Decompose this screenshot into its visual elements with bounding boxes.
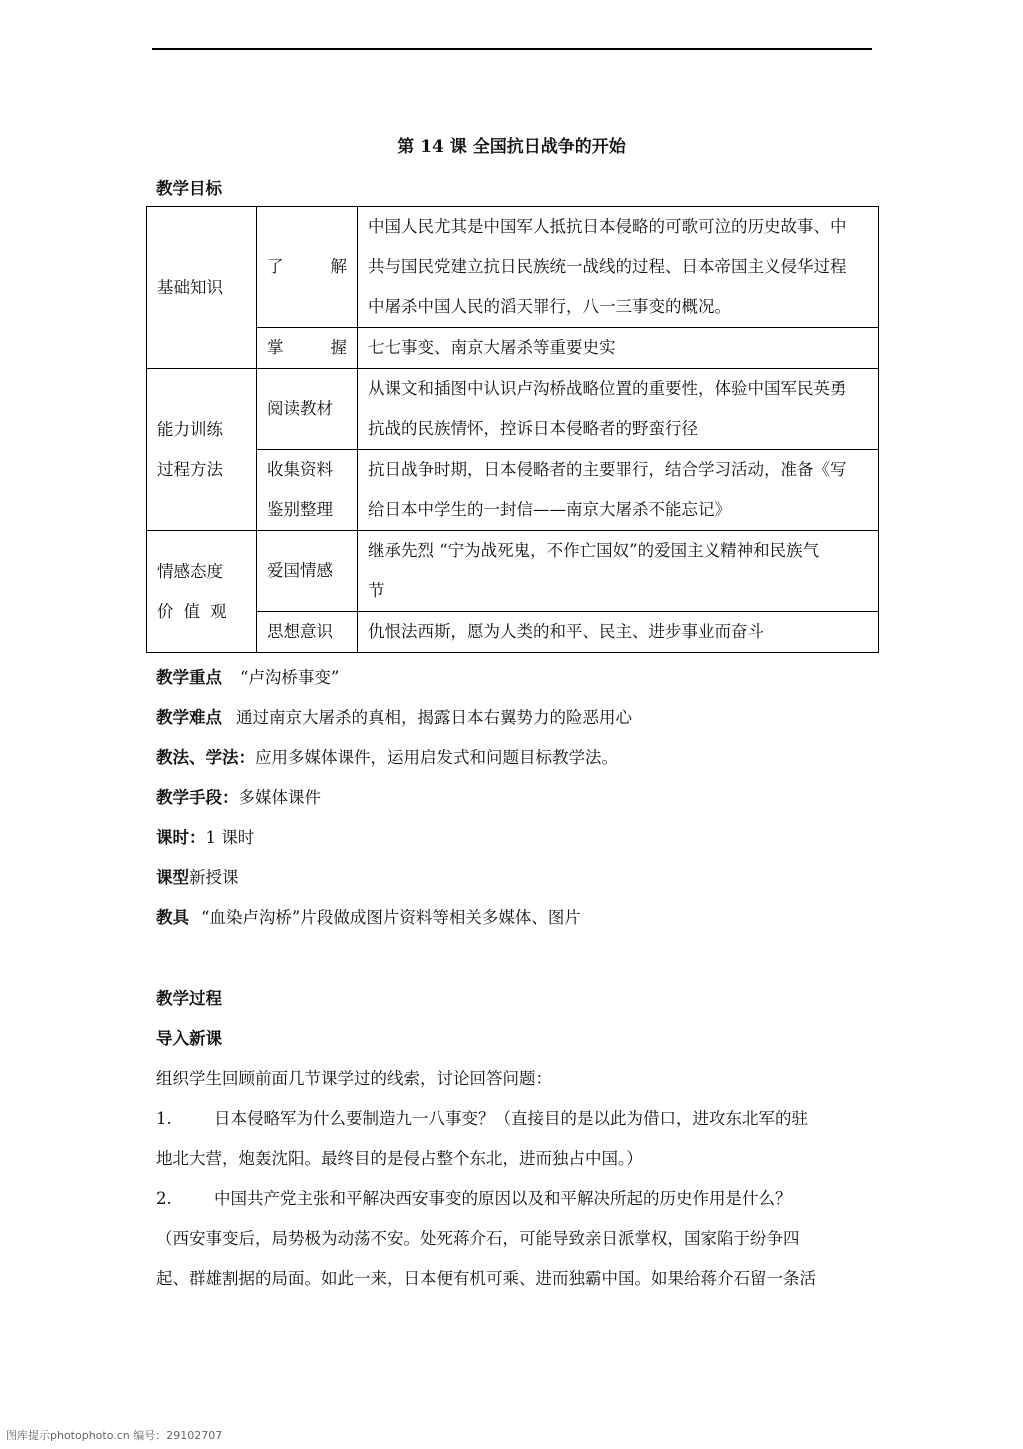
category-emotion: 情感态度 价值观 — [147, 531, 257, 653]
table-row — [147, 207, 879, 328]
teaching-method: 教法、学法：应用多媒体课件，运用启发式和问题目标教学法。 — [156, 748, 618, 767]
sub-patriotism: 爱国情感 — [257, 531, 358, 612]
question-1-cont: 地北大营，炮轰沈阳。最终目的是侵占整个东北，进而独占中国。） — [156, 1149, 643, 1168]
sub-understand: 了 解 — [257, 207, 358, 328]
key-point: 教学重点 “卢沟桥事变” — [156, 668, 340, 687]
sub-ideology: 思想意识 — [257, 612, 358, 653]
answer-2-line1: （西安事变后，局势极为动荡不安。处死蒋介石，可能导致亲日派掌权，国家陷于纷争四 — [156, 1229, 800, 1248]
header-rule — [152, 48, 872, 50]
answer-2-line2: 起、群雄割据的局面。如此一来，日本便有机可乘、进而独霸中国。如果给蒋介石留一条活 — [156, 1269, 816, 1288]
question-1: 1. 日本侵略军为什么要制造九一八事变？（直接目的是以此为借口，进攻东北军的驻 — [156, 1109, 808, 1128]
content-reading: 从课文和插图中认识卢沟桥战略位置的重要性，体验中国军民英勇 抗战的民族情怀，控诉日本侵略者的野蛮行径 — [358, 369, 879, 450]
content-collect: 抗日战争时期，日本侵略者的主要罪行，结合学习活动，准备《写 给日本中学生的一封信——南京大屠杀不能忘记》 — [358, 450, 879, 531]
lesson-type: 课型新授课 — [156, 868, 239, 887]
intro-text: 组织学生回顾前面几节课学过的线索，讨论回答问题： — [156, 1069, 552, 1088]
process-heading: 教学过程 — [156, 989, 222, 1008]
watermark-footer: 图库提示photophoto.cn 编号：29102707 — [6, 1429, 223, 1442]
objectives-table — [146, 206, 879, 653]
table-row — [147, 369, 879, 450]
sub-reading: 阅读教材 — [257, 369, 358, 450]
table-row — [147, 328, 879, 369]
table-row — [147, 450, 879, 531]
lesson-title: 第 14 课 全国抗日战争的开始 — [397, 137, 626, 157]
content-understand: 中国人民尤其是中国军人抵抗日本侵略的可歌可泣的历史故事、中 共与国民党建立抗日民族统一战线的过程、日本帝国主义侵华过程 中屠杀中国人民的滔天罪行，八一三事变的概况。 — [358, 207, 879, 328]
category-ability: 能力训练 过程方法 — [147, 369, 257, 531]
objectives-heading: 教学目标 — [156, 179, 222, 198]
sub-collect: 收集资料 鉴别整理 — [257, 450, 358, 531]
teaching-means: 教学手段：多媒体课件 — [156, 788, 321, 807]
teaching-tools: 教具 “血染卢沟桥”片段做成图片资料等相关多媒体、图片 — [156, 908, 581, 927]
content-ideology: 仇恨法西斯，愿为人类的和平、民主、进步事业而奋斗 — [358, 612, 879, 653]
sub-master: 掌 握 — [257, 328, 358, 369]
content-master: 七七事变、南京大屠杀等重要史实 — [358, 328, 879, 369]
table-row — [147, 531, 879, 612]
question-2: 2. 中国共产党主张和平解决西安事变的原因以及和平解决所起的历史作用是什么？ — [156, 1189, 792, 1208]
table-row — [147, 612, 879, 653]
content-patriotism: 继承先烈 “宁为战死鬼，不作亡国奴”的爱国主义精神和民族气 节 — [358, 531, 879, 612]
difficulty-point: 教学难点 通过南京大屠杀的真相，揭露日本右翼势力的险恶用心 — [156, 708, 632, 727]
category-basic-knowledge: 基础知识 — [147, 207, 257, 369]
class-hours: 课时：1 课时 — [156, 828, 255, 847]
intro-heading: 导入新课 — [156, 1029, 222, 1048]
